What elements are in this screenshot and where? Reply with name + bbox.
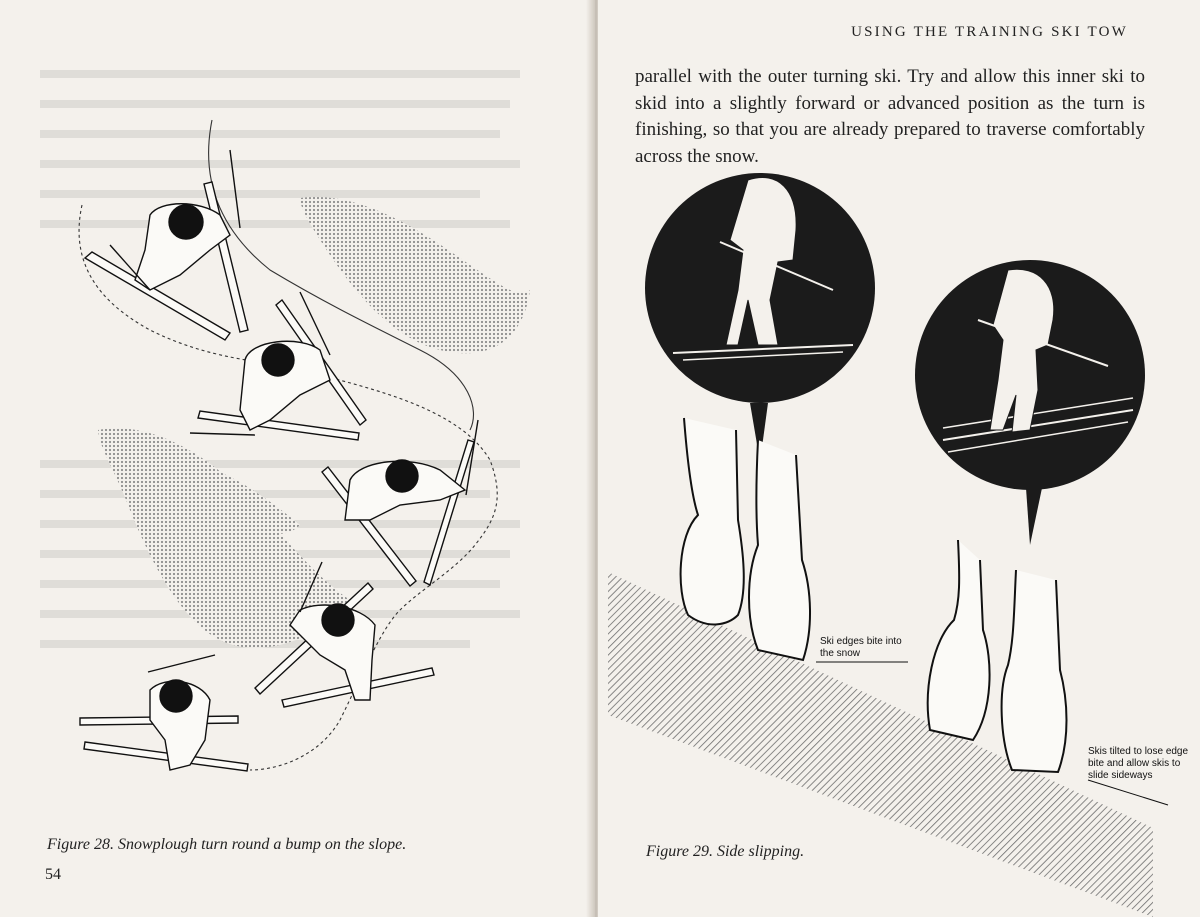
tilted-leader-line <box>1088 780 1168 805</box>
skier-1 <box>85 150 248 340</box>
skier-2 <box>190 292 366 440</box>
slope-band <box>608 572 1153 917</box>
figure-28-illustration <box>0 0 592 917</box>
page-number: 54 <box>45 866 61 883</box>
ski-edges-label: Ski edges bite into the snow <box>820 636 902 659</box>
skier-3 <box>322 420 478 586</box>
detail-circle-1 <box>645 173 875 462</box>
figure-28-caption: Figure 28. Snowplough turn round a bump on the slope. <box>47 836 407 853</box>
figure-29-caption: Figure 29. Side slipping. <box>646 843 805 860</box>
bump-shading-upper <box>300 197 530 353</box>
detail-circle-2 <box>915 260 1145 545</box>
right-page <box>598 0 1200 917</box>
running-head: USING THE TRAINING SKI TOW <box>851 24 1128 40</box>
body-paragraph: parallel with the outer turning ski. Try and allow this inner ski to skid into a slightly forward or advanced position as the turn is finishing, so that you are already prepared to traverse comfortably across the snow. <box>635 66 1145 167</box>
left-page <box>0 0 592 917</box>
skier-5 <box>80 655 248 771</box>
skis-tilted-label: Skis tilted to lose edge bite and allow skis to slide sideways <box>1088 746 1189 781</box>
